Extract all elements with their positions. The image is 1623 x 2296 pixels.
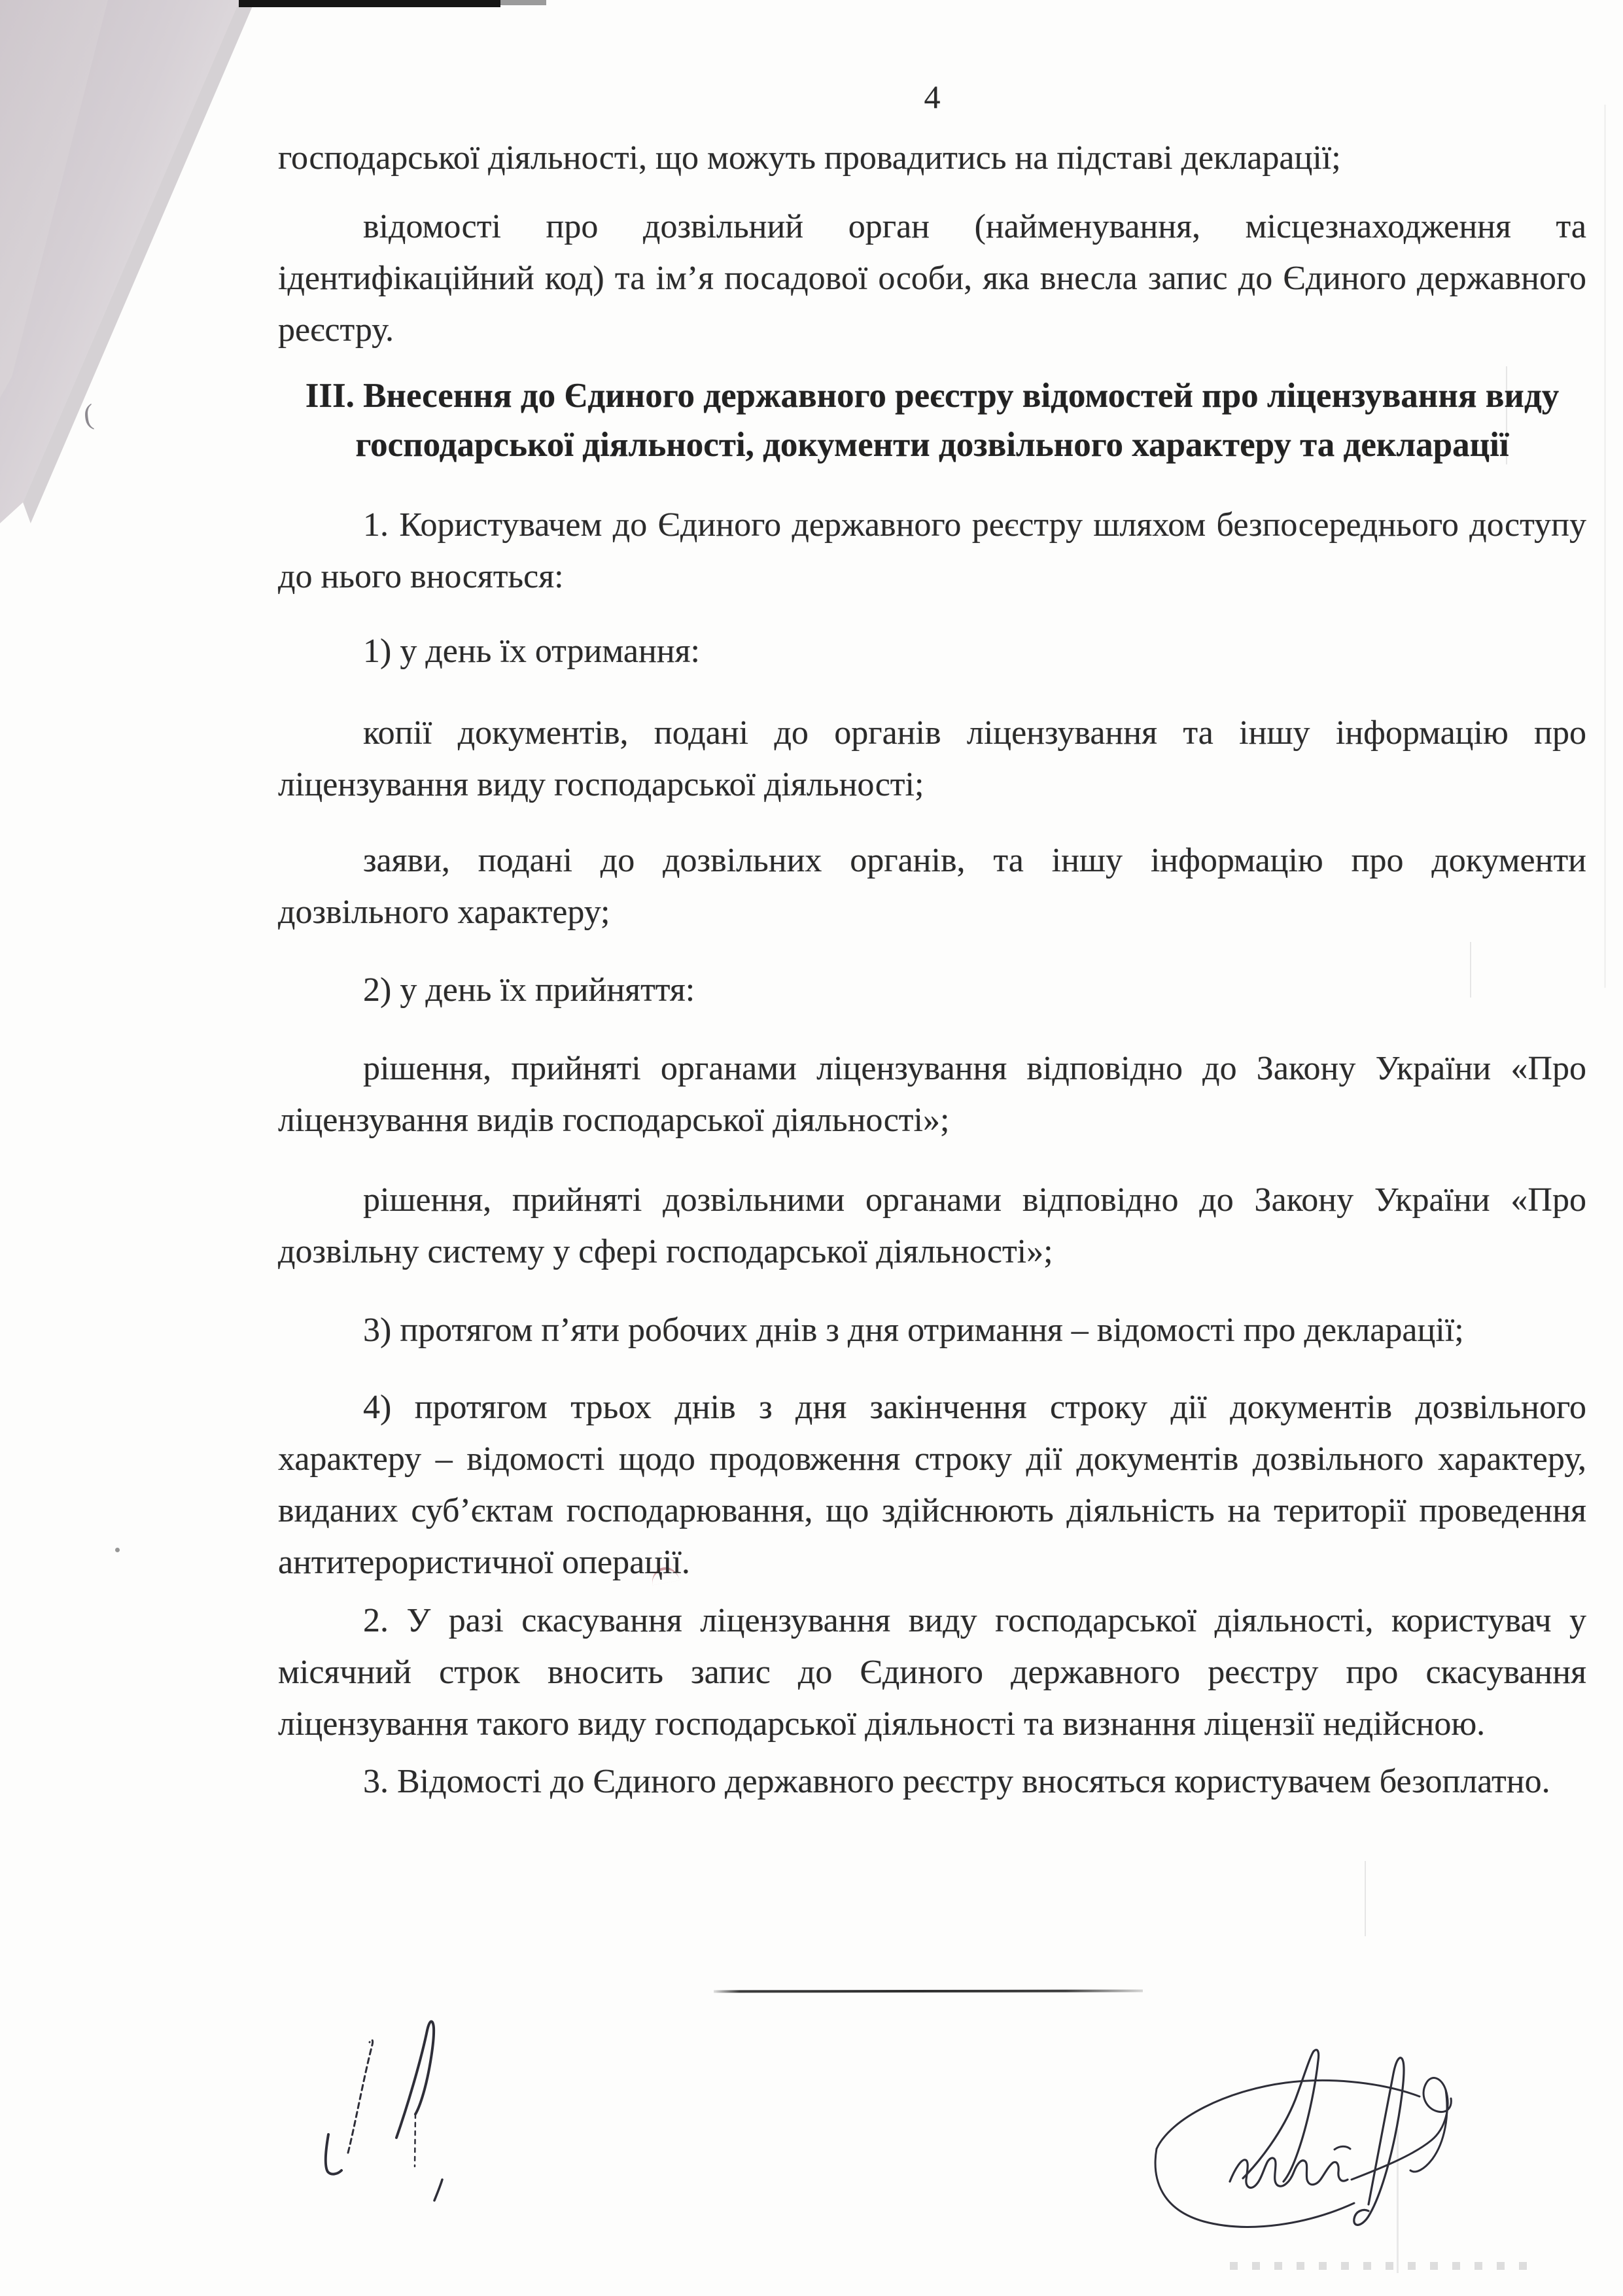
paragraph: копії документів, подані до органів ліцензування та іншу інформацію про ліцензування виду господарської діяльності;	[278, 714, 1586, 803]
scan-streak-artifact	[1604, 105, 1606, 988]
paragraph: заяви, подані до дозвільних органів, та іншу інформацію про документи дозвільного характеру;	[278, 842, 1586, 931]
paragraph: 2. У разі скасування ліцензування виду господарської діяльності, користувач у місячний строк вносить запис до Єдиного державного реєстру про скасування ліцензування такого виду господарської діяльності та визнання ліцензії недійсною.	[278, 1602, 1586, 1743]
paragraph: 1) у день їх отримання:	[363, 633, 700, 670]
paragraph: 2) у день їх прийняття:	[363, 971, 695, 1009]
scan-streak-artifact	[1365, 1861, 1366, 1936]
paragraph: рішення, прийняті дозвільними органами відповідно до Закону України «Про дозвільну систему у сфері господарської діяльності»;	[278, 1181, 1586, 1270]
ink-speck-artifact	[115, 1548, 120, 1552]
paragraph: 3) протягом п’яти робочих днів з дня отримання – відомості про декларації;	[363, 1312, 1464, 1349]
signature-right	[1138, 2028, 1478, 2296]
paragraph: 4) протягом трьох днів з дня закінчення строку дії документів дозвільного характеру – відомості щодо продовження строку дії документів дозвільного характеру, виданих суб’єктам господарювання, що здійснюють діяльність на території проведення антитерористичної операції.	[278, 1389, 1586, 1581]
paragraph-continuation: господарської діяльності, що можуть провадитись на підставі декларації;	[278, 139, 1341, 177]
paragraph: рішення, прийняті органами ліцензування відповідно до Закону України «Про ліцензування видів господарської діяльності»;	[278, 1050, 1586, 1139]
paragraph: 1. Користувачем до Єдиного державного реєстру шляхом безпосереднього доступу до нього вносяться:	[278, 506, 1586, 595]
section-heading: ІІІ. Внесення до Єдиного державного реєстру відомостей про ліцензування виду господарської діяльності, документи дозвільного характеру та декларації	[305, 377, 1560, 464]
signature-left	[249, 2002, 543, 2296]
document-body	[278, 0, 1586, 1807]
paragraph: відомості про дозвільний орган (найменування, місцезнаходження та ідентифікаційний код) та ім’я посадової особи, яка внесла запис до Єдиного державного реєстру.	[278, 208, 1586, 349]
page-number: 4	[924, 78, 941, 115]
signature-line	[714, 1990, 1143, 1993]
paragraph: 3. Відомості до Єдиного державного реєстру вносяться користувачем безоплатно.	[363, 1763, 1550, 1800]
stray-pen-mark: (	[82, 398, 96, 431]
